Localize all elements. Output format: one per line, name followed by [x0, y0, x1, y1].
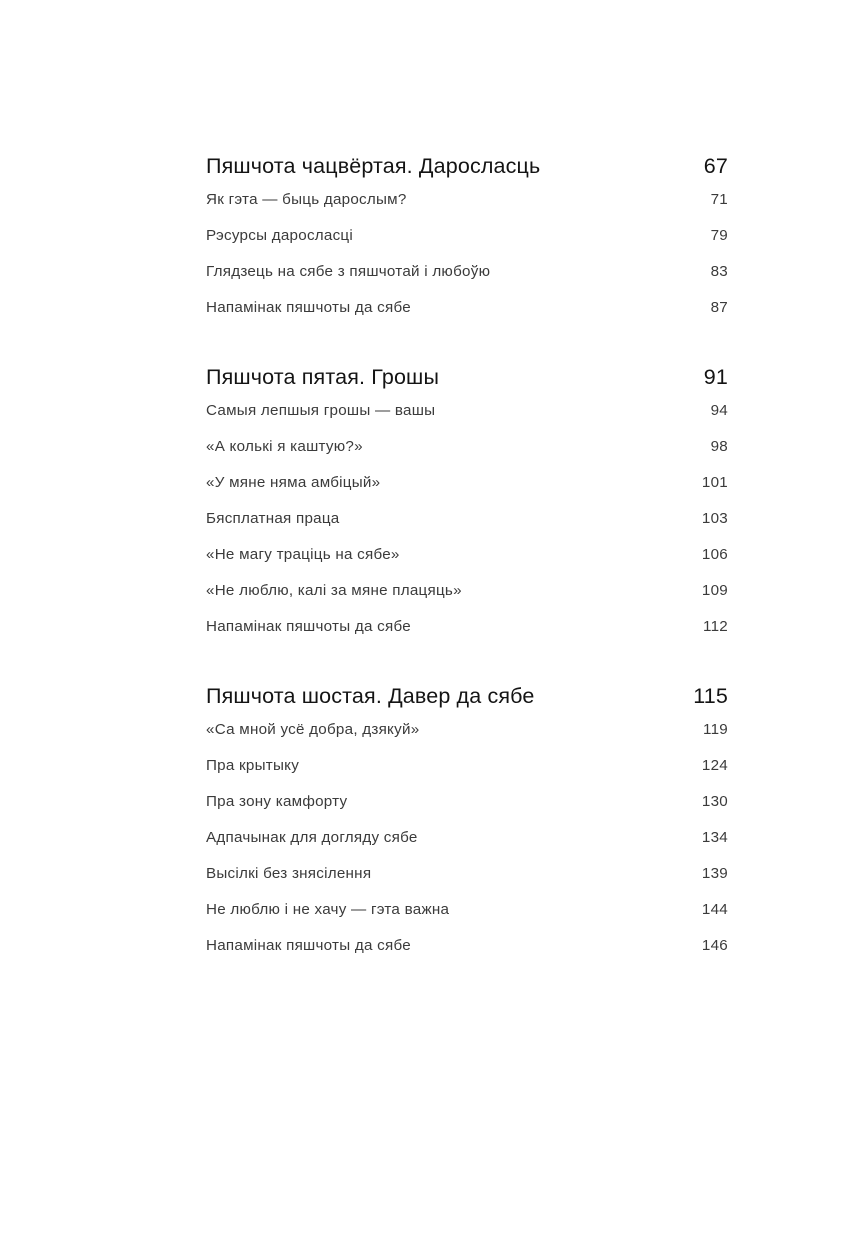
toc-entry-title: Глядзець на сябе з пяшчотай і любоўю — [206, 263, 491, 280]
toc-entry-title: Напамінак пяшчоты да сябе — [206, 299, 411, 316]
toc-section — [206, 367, 728, 655]
toc-entry-page-number: 103 — [701, 510, 728, 527]
toc-entry[interactable] — [206, 902, 728, 938]
toc-entry-title: Самыя лепшыя грошы — вашы — [206, 402, 436, 419]
toc-entry[interactable] — [206, 794, 728, 830]
toc-entry[interactable] — [206, 300, 728, 336]
toc-entry-title: «У мяне няма амбіцый» — [206, 474, 381, 491]
toc-entry-title: «А колькі я каштую?» — [206, 438, 363, 455]
toc-entry-page-number: 124 — [701, 757, 728, 774]
toc-entry-page-number: 144 — [701, 901, 728, 918]
toc-section-page-number: 115 — [693, 684, 728, 708]
toc-entry-title: Пра зону камфорту — [206, 793, 348, 810]
toc-entry-page-number: 130 — [701, 793, 728, 810]
toc-entry-page-number: 109 — [701, 582, 728, 599]
toc-entry[interactable] — [206, 511, 728, 547]
toc-section — [206, 686, 728, 974]
toc-section-page-number: 91 — [703, 365, 728, 389]
toc-entry-page-number: 106 — [701, 546, 728, 563]
toc-entry-title: «Са мной усё добра, дзякуй» — [206, 721, 420, 738]
toc-entry-page-number: 134 — [701, 829, 728, 846]
toc-entry-page-number: 98 — [710, 438, 728, 455]
toc-section-title: Пяшчота шостая. Давер да сябе — [206, 684, 535, 708]
toc-entry-page-number: 112 — [703, 618, 728, 635]
toc-entry-title: Не люблю і не хачу — гэта важна — [206, 901, 450, 918]
toc-entry-page-number: 94 — [710, 402, 728, 419]
toc-entry-title: Рэсурсы дарослaсці — [206, 227, 354, 244]
toc-entry-title: Пра крытыку — [206, 757, 300, 774]
toc-entry[interactable] — [206, 722, 728, 758]
toc-entry-title: Як гэта — быць дарослым? — [206, 191, 407, 208]
toc-section-title: Пяшчота чацвёртая. Дарослaсць — [206, 154, 541, 178]
toc-entry[interactable] — [206, 547, 728, 583]
toc-entry[interactable] — [206, 192, 728, 228]
toc-entry-page-number: 146 — [701, 937, 728, 954]
toc-entry-title: Адпачынак для догляду сябе — [206, 829, 418, 846]
toc-section — [206, 156, 728, 336]
toc-section-heading[interactable] — [206, 686, 728, 722]
toc-entry-title: Напамінак пяшчоты да сябе — [206, 618, 411, 635]
toc-entry[interactable] — [206, 583, 728, 619]
toc-entry[interactable] — [206, 758, 728, 794]
toc-entry[interactable] — [206, 403, 728, 439]
toc-entry-page-number: 139 — [701, 865, 728, 882]
table-of-contents — [206, 156, 728, 974]
toc-entry[interactable] — [206, 866, 728, 902]
toc-entry[interactable] — [206, 439, 728, 475]
toc-entry-title: «Не люблю, калі за мяне плацяць» — [206, 582, 462, 599]
toc-entry-page-number: 101 — [701, 474, 728, 491]
toc-section-heading[interactable] — [206, 367, 728, 403]
toc-entry[interactable] — [206, 938, 728, 974]
toc-entry-title: Высілкі без знясілення — [206, 865, 372, 882]
toc-section-title: Пяшчота пятая. Грошы — [206, 365, 440, 389]
toc-entry[interactable] — [206, 475, 728, 511]
toc-entry-page-number: 79 — [710, 227, 728, 244]
toc-section-page-number: 67 — [703, 154, 728, 178]
toc-entry-page-number: 71 — [710, 191, 728, 208]
toc-entry[interactable] — [206, 830, 728, 866]
toc-entry-page-number: 119 — [703, 721, 728, 738]
toc-section-heading[interactable] — [206, 156, 728, 192]
toc-entry[interactable] — [206, 264, 728, 300]
toc-entry-page-number: 87 — [710, 299, 728, 316]
toc-entry-title: Бясплатная праца — [206, 510, 340, 527]
toc-entry[interactable] — [206, 228, 728, 264]
toc-entry-page-number: 83 — [710, 263, 728, 280]
toc-entry-title: Напамінак пяшчоты да сябе — [206, 937, 411, 954]
toc-entry-title: «Не магу траціць на сябе» — [206, 546, 400, 563]
toc-entry[interactable] — [206, 619, 728, 655]
